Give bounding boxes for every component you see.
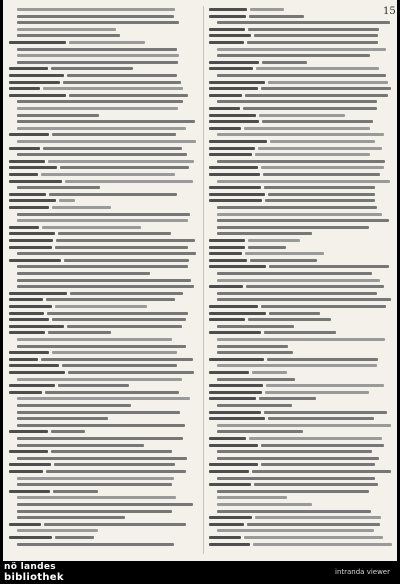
entry-text-line: [217, 351, 293, 354]
entry-name-line: [209, 186, 261, 189]
entry-text-line: [48, 160, 194, 163]
entry-name-line: [9, 430, 48, 433]
entry-name-line: [9, 292, 67, 295]
entry-text-line: [44, 523, 186, 526]
entry-text-line: [17, 285, 194, 288]
entry-name-line: [9, 246, 52, 249]
entry-text-line: [54, 463, 174, 466]
entry-text-line: [51, 450, 172, 453]
entry-name-line: [209, 397, 256, 400]
entry-text-line: [17, 28, 116, 31]
entry-text-line: [269, 312, 320, 315]
entry-text-line: [17, 338, 172, 341]
entry-text-line: [17, 510, 172, 513]
entry-name-line: [209, 127, 241, 130]
page-number: 15: [383, 6, 396, 17]
entry-text-line: [254, 34, 379, 37]
entry-name-line: [9, 259, 61, 262]
entry-text-line: [261, 305, 386, 308]
entry-text-line: [17, 61, 178, 64]
entry-text-line: [217, 424, 391, 427]
entry-text-line: [49, 193, 177, 196]
entry-text-line: [17, 127, 186, 130]
entry-name-line: [209, 259, 247, 262]
entry-text-line: [217, 213, 382, 216]
entry-name-line: [209, 543, 250, 546]
entry-name-line: [209, 239, 245, 242]
entry-text-line: [17, 54, 179, 57]
entry-text-line: [259, 114, 346, 117]
entry-name-line: [209, 417, 265, 420]
entry-text-line: [217, 48, 386, 51]
entry-text-line: [52, 351, 177, 354]
entry-name-line: [209, 516, 252, 519]
entry-text-line: [62, 364, 177, 367]
entry-text-line: [69, 94, 188, 97]
entry-text-line: [17, 21, 179, 24]
entry-text-line: [217, 496, 287, 499]
entry-name-line: [209, 305, 258, 308]
entry-name-line: [9, 193, 46, 196]
entry-text-line: [17, 444, 144, 447]
entry-text-line: [243, 107, 377, 110]
entry-text-line: [17, 404, 131, 407]
entry-name-line: [9, 470, 43, 473]
entry-text-line: [268, 193, 376, 196]
entry-text-line: [248, 28, 380, 31]
entry-text-line: [46, 470, 185, 473]
entry-text-line: [43, 87, 183, 90]
entry-name-line: [209, 107, 240, 110]
entry-text-line: [247, 523, 380, 526]
entry-text-line: [217, 510, 371, 513]
entry-text-line: [17, 265, 188, 268]
entry-text-line: [70, 292, 183, 295]
entry-text-line: [248, 318, 331, 321]
entry-name-line: [209, 34, 251, 37]
viewer-credit: intranda viewer: [335, 568, 390, 576]
entry-name-line: [209, 470, 249, 473]
entry-text-line: [217, 226, 369, 229]
entry-text-line: [65, 180, 192, 183]
entry-text-line: [17, 411, 180, 414]
entry-text-line: [17, 477, 174, 480]
entry-text-line: [17, 503, 193, 506]
entry-name-line: [9, 180, 62, 183]
entry-text-line: [249, 437, 382, 440]
entry-name-line: [9, 391, 42, 394]
entry-text-line: [252, 371, 287, 374]
entry-name-line: [9, 160, 45, 163]
logo-text-line-2: bibliothek: [4, 572, 64, 583]
entry-name-line: [9, 173, 38, 176]
entry-text-line: [69, 41, 145, 44]
entry-text-line: [217, 338, 385, 341]
entry-text-line: [267, 358, 378, 361]
entry-name-line: [209, 67, 253, 70]
entry-text-line: [52, 133, 177, 136]
entry-name-line: [209, 318, 245, 321]
entry-name-line: [209, 246, 245, 249]
entry-text-line: [264, 186, 375, 189]
entry-text-line: [55, 305, 147, 308]
entry-name-line: [209, 114, 256, 117]
entry-text-line: [217, 477, 375, 480]
entry-text-line: [217, 272, 372, 275]
entry-text-line: [217, 21, 390, 24]
entry-text-line: [17, 186, 100, 189]
entry-text-line: [17, 437, 183, 440]
entry-text-line: [258, 147, 381, 150]
entry-text-line: [265, 391, 370, 394]
entry-name-line: [9, 305, 52, 308]
entry-text-line: [217, 378, 295, 381]
entry-text-line: [17, 424, 185, 427]
entry-text-line: [217, 404, 292, 407]
entry-name-line: [209, 94, 242, 97]
entry-text-line: [217, 232, 312, 235]
entry-text-line: [248, 239, 300, 242]
entry-text-line: [63, 81, 181, 84]
entry-text-line: [17, 153, 187, 156]
entry-name-line: [209, 536, 241, 539]
entry-text-line: [217, 364, 377, 367]
entry-text-line: [217, 345, 288, 348]
entry-text-line: [247, 41, 378, 44]
entry-name-line: [209, 331, 261, 334]
entry-text-line: [217, 292, 377, 295]
entry-text-line: [261, 87, 391, 90]
entry-name-line: [209, 312, 266, 315]
entry-text-line: [217, 219, 389, 222]
entry-text-line: [250, 8, 284, 11]
entry-text-line: [266, 384, 384, 387]
entry-name-line: [9, 358, 38, 361]
entry-text-line: [269, 265, 389, 268]
entry-text-line: [217, 529, 374, 532]
entry-name-line: [9, 133, 49, 136]
entry-name-line: [9, 232, 55, 235]
entry-text-line: [41, 173, 175, 176]
entry-text-line: [217, 298, 391, 301]
entry-name-line: [209, 358, 264, 361]
entry-text-line: [217, 430, 303, 433]
entry-text-line: [17, 397, 190, 400]
entry-text-line: [17, 107, 178, 110]
entry-text-line: [17, 543, 174, 546]
entry-text-line: [17, 516, 125, 519]
entry-text-line: [17, 378, 182, 381]
entry-text-line: [58, 232, 171, 235]
entry-text-line: [43, 147, 183, 150]
entry-text-line: [217, 490, 369, 493]
entry-name-line: [9, 312, 44, 315]
entry-name-line: [209, 61, 259, 64]
entry-text-line: [264, 331, 335, 334]
entry-text-line: [53, 490, 98, 493]
entry-name-line: [209, 166, 258, 169]
entry-name-line: [209, 463, 258, 466]
entry-text-line: [264, 411, 387, 414]
entry-name-line: [209, 173, 260, 176]
entry-text-line: [217, 133, 384, 136]
entry-name-line: [9, 239, 53, 242]
entry-text-line: [46, 298, 175, 301]
entry-text-line: [67, 325, 182, 328]
entry-text-line: [41, 358, 193, 361]
entry-text-line: [256, 67, 378, 70]
entry-text-line: [217, 503, 312, 506]
entry-text-line: [245, 252, 324, 255]
entry-text-line: [245, 94, 388, 97]
entry-name-line: [9, 87, 40, 90]
entry-name-line: [209, 120, 259, 123]
entry-text-line: [217, 450, 372, 453]
entry-name-line: [9, 463, 51, 466]
entry-name-line: [209, 391, 262, 394]
entry-text-line: [17, 15, 174, 18]
entry-text-line: [17, 417, 108, 420]
entry-name-line: [209, 15, 246, 18]
entry-text-line: [68, 371, 194, 374]
entry-name-line: [9, 41, 66, 44]
entry-text-line: [254, 483, 378, 486]
entry-name-line: [9, 67, 48, 70]
entry-text-line: [17, 34, 120, 37]
entry-name-line: [9, 536, 52, 539]
entry-name-line: [9, 450, 48, 453]
entry-text-line: [246, 285, 384, 288]
entry-text-line: [52, 206, 110, 209]
entry-name-line: [209, 483, 251, 486]
entry-text-line: [255, 516, 382, 519]
entry-name-line: [209, 193, 265, 196]
entry-text-line: [217, 279, 380, 282]
entry-text-line: [265, 199, 375, 202]
entry-text-line: [217, 74, 386, 77]
scanned-page: [3, 0, 397, 561]
entry-name-line: [9, 523, 41, 526]
entry-text-line: [217, 206, 377, 209]
entry-name-line: [209, 252, 242, 255]
entry-name-line: [9, 364, 59, 367]
entry-text-line: [17, 8, 175, 11]
entry-text-line: [253, 543, 392, 546]
entry-name-line: [209, 523, 244, 526]
entry-text-line: [17, 496, 176, 499]
entry-text-line: [17, 279, 191, 282]
entry-text-line: [55, 536, 94, 539]
entry-name-line: [209, 384, 263, 387]
entry-name-line: [9, 147, 40, 150]
entry-text-line: [263, 173, 380, 176]
entry-text-line: [262, 120, 374, 123]
entry-name-line: [9, 298, 43, 301]
entry-text-line: [244, 536, 383, 539]
entry-text-line: [17, 114, 99, 117]
entry-text-line: [261, 444, 384, 447]
entry-name-line: [209, 87, 258, 90]
entry-name-line: [209, 285, 243, 288]
entry-name-line: [9, 81, 60, 84]
entry-name-line: [209, 81, 265, 84]
entry-name-line: [9, 166, 57, 169]
entry-text-line: [51, 67, 133, 70]
entry-text-line: [58, 384, 130, 387]
entry-text-line: [60, 166, 189, 169]
entry-text-line: [217, 325, 294, 328]
entry-name-line: [9, 325, 64, 328]
entry-text-line: [17, 213, 190, 216]
entry-name-line: [209, 411, 261, 414]
entry-text-line: [17, 272, 150, 275]
entry-name-line: [9, 351, 49, 354]
logo-text-line-1: nö landes: [4, 562, 56, 572]
entry-text-line: [56, 239, 195, 242]
entry-text-line: [268, 81, 388, 84]
entry-name-line: [9, 74, 64, 77]
entry-name-line: [9, 94, 66, 97]
entry-text-block: [3, 0, 397, 561]
entry-text-line: [217, 180, 390, 183]
entry-text-line: [217, 54, 370, 57]
entry-name-line: [9, 318, 49, 321]
entry-name-line: [209, 371, 249, 374]
entry-name-line: [9, 384, 55, 387]
entry-text-line: [59, 199, 75, 202]
entry-name-line: [209, 265, 266, 268]
entry-text-line: [262, 61, 307, 64]
entry-name-line: [209, 147, 255, 150]
entry-name-line: [209, 28, 245, 31]
entry-text-line: [217, 457, 379, 460]
entry-text-line: [259, 397, 316, 400]
entry-name-line: [209, 444, 258, 447]
entry-name-line: [209, 153, 252, 156]
entry-name-line: [9, 206, 49, 209]
entry-text-line: [55, 246, 188, 249]
entry-text-line: [249, 15, 303, 18]
entry-text-line: [17, 483, 172, 486]
entry-text-line: [48, 331, 112, 334]
entry-name-line: [9, 331, 45, 334]
entry-name-line: [9, 199, 56, 202]
entry-text-line: [217, 100, 377, 103]
entry-text-line: [261, 166, 384, 169]
entry-text-line: [217, 160, 385, 163]
library-logo: [4, 562, 94, 584]
entry-text-line: [270, 140, 375, 143]
entry-name-line: [9, 226, 39, 229]
entry-text-line: [64, 259, 190, 262]
entry-name-line: [209, 437, 246, 440]
entry-text-line: [47, 312, 188, 315]
entry-name-line: [9, 490, 50, 493]
entry-text-line: [17, 529, 98, 532]
entry-text-line: [17, 219, 188, 222]
entry-text-line: [261, 463, 375, 466]
entry-text-line: [45, 391, 179, 394]
entry-text-line: [244, 127, 370, 130]
entry-text-line: [67, 74, 177, 77]
entry-name-line: [209, 41, 244, 44]
entry-text-line: [268, 417, 374, 420]
entry-text-line: [252, 470, 391, 473]
entry-text-line: [51, 430, 85, 433]
entry-text-line: [17, 345, 186, 348]
entry-name-line: [209, 140, 267, 143]
entry-name-line: [209, 199, 262, 202]
entry-text-line: [17, 100, 183, 103]
entry-name-line: [209, 8, 247, 11]
entry-name-line: [9, 371, 65, 374]
entry-text-line: [17, 457, 187, 460]
entry-text-line: [255, 153, 370, 156]
entry-text-line: [17, 252, 196, 255]
entry-text-line: [42, 226, 141, 229]
entry-text-line: [248, 246, 285, 249]
entry-text-line: [52, 318, 187, 321]
entry-text-line: [250, 259, 317, 262]
entry-text-line: [17, 120, 195, 123]
entry-text-line: [17, 140, 196, 143]
entry-text-line: [17, 48, 177, 51]
